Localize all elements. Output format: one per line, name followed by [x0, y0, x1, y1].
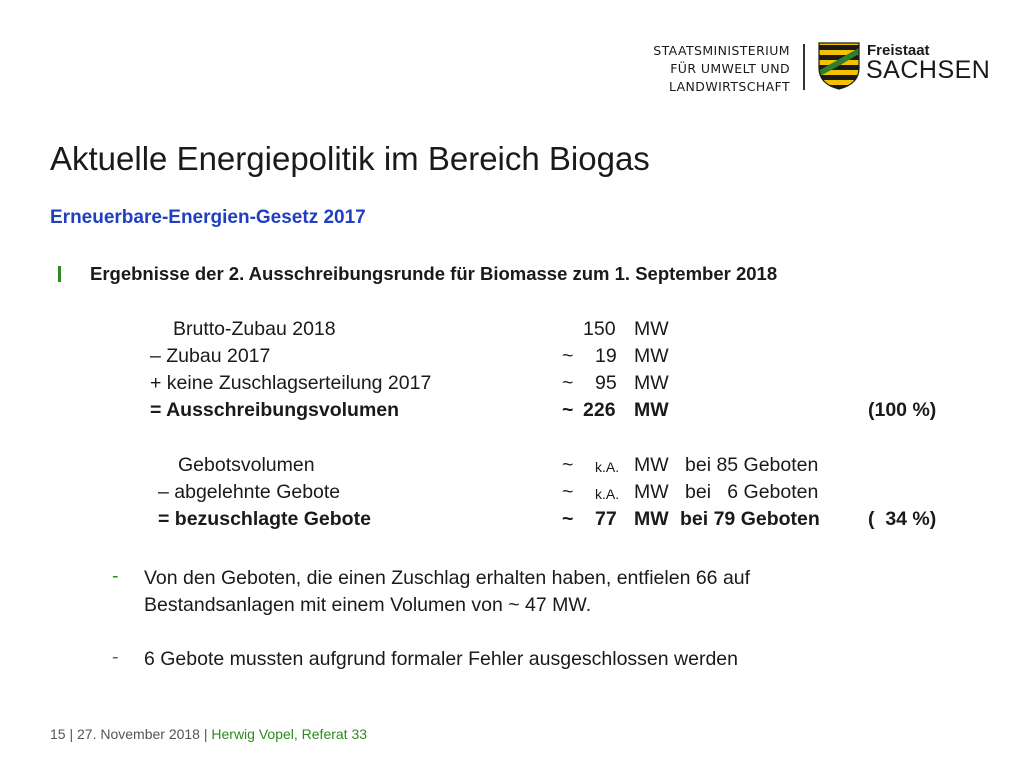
row-tilde: ~ [562, 372, 574, 394]
row-bids: bei 85 Geboten [685, 454, 819, 476]
row-tilde: ~ [562, 508, 574, 530]
note-1-line-2: Bestandsanlagen mit einem Volumen von ~ 47 MW. [144, 594, 592, 616]
row-label: = bezuschlagte Gebote [158, 508, 371, 530]
bullet-heading: Ergebnisse der 2. Ausschreibungsrunde für Biomasse zum 1. September 2018 [90, 263, 778, 284]
saxony-coat-of-arms-icon [818, 42, 860, 90]
row-label: – Zubau 2017 [150, 345, 271, 367]
ministry-line-2: FÜR UMWELT UND [670, 61, 790, 76]
footer [50, 726, 367, 742]
row-tilde: ~ [562, 454, 574, 476]
freistaat-label: Freistaat [867, 42, 930, 59]
row-value: 19 [595, 345, 617, 367]
row-label: = Ausschreibungsvolumen [150, 399, 400, 421]
row-value: k.A. [595, 459, 620, 475]
footer-author: Herwig Vopel, Referat 33 [211, 726, 368, 742]
page-subtitle: Erneuerbare-Energien-Gesetz 2017 [50, 207, 366, 228]
row-unit: MW [634, 318, 669, 340]
note-2-line-1: 6 Gebote mussten aufgrund formaler Fehler ausgeschlossen werden [144, 648, 738, 670]
row-unit: MW [634, 481, 669, 503]
row-value: 95 [595, 372, 617, 394]
row-value: 150 [583, 318, 616, 340]
footer-date: | 27. November 2018 | [69, 726, 208, 742]
ministry-name [640, 42, 790, 96]
page-number: 15 [50, 726, 66, 742]
sachsen-label: SACHSEN [866, 56, 991, 84]
row-label: Brutto-Zubau 2018 [173, 318, 336, 340]
bullet-marker-icon [58, 266, 61, 282]
row-tilde: ~ [562, 345, 574, 367]
note-2 [144, 646, 738, 673]
ministry-line-1: STAATSMINISTERIUM [653, 43, 790, 58]
row-unit: MW [634, 454, 669, 476]
row-unit: MW [634, 345, 669, 367]
logo-divider [803, 44, 805, 90]
row-bids: bei 79 Geboten [680, 508, 820, 530]
row-unit: MW [634, 508, 669, 530]
row-tilde: ~ [562, 399, 574, 421]
row-label: – abgelehnte Gebote [158, 481, 341, 503]
note-1 [144, 565, 750, 619]
row-percent: (100 %) [868, 399, 937, 421]
row-percent: ( 34 %) [868, 508, 937, 530]
row-label: + keine Zuschlagserteilung 2017 [150, 372, 432, 394]
row-value: 226 [583, 399, 616, 421]
page-title: Aktuelle Energiepolitik im Bereich Biogas [50, 140, 650, 177]
note-1-line-1: Von den Geboten, die einen Zuschlag erhalten haben, entfielen 66 auf [144, 567, 751, 589]
note-dash-icon: - [112, 646, 119, 668]
ministry-line-3: LANDWIRTSCHAFT [668, 79, 790, 94]
row-value: 77 [595, 508, 617, 530]
note-dash-icon: - [112, 565, 119, 587]
row-unit: MW [634, 399, 669, 421]
row-bids: bei 6 Geboten [685, 481, 819, 503]
row-tilde: ~ [562, 481, 574, 503]
row-unit: MW [634, 372, 669, 394]
row-label: Gebotsvolumen [178, 454, 315, 476]
row-value: k.A. [595, 486, 620, 502]
